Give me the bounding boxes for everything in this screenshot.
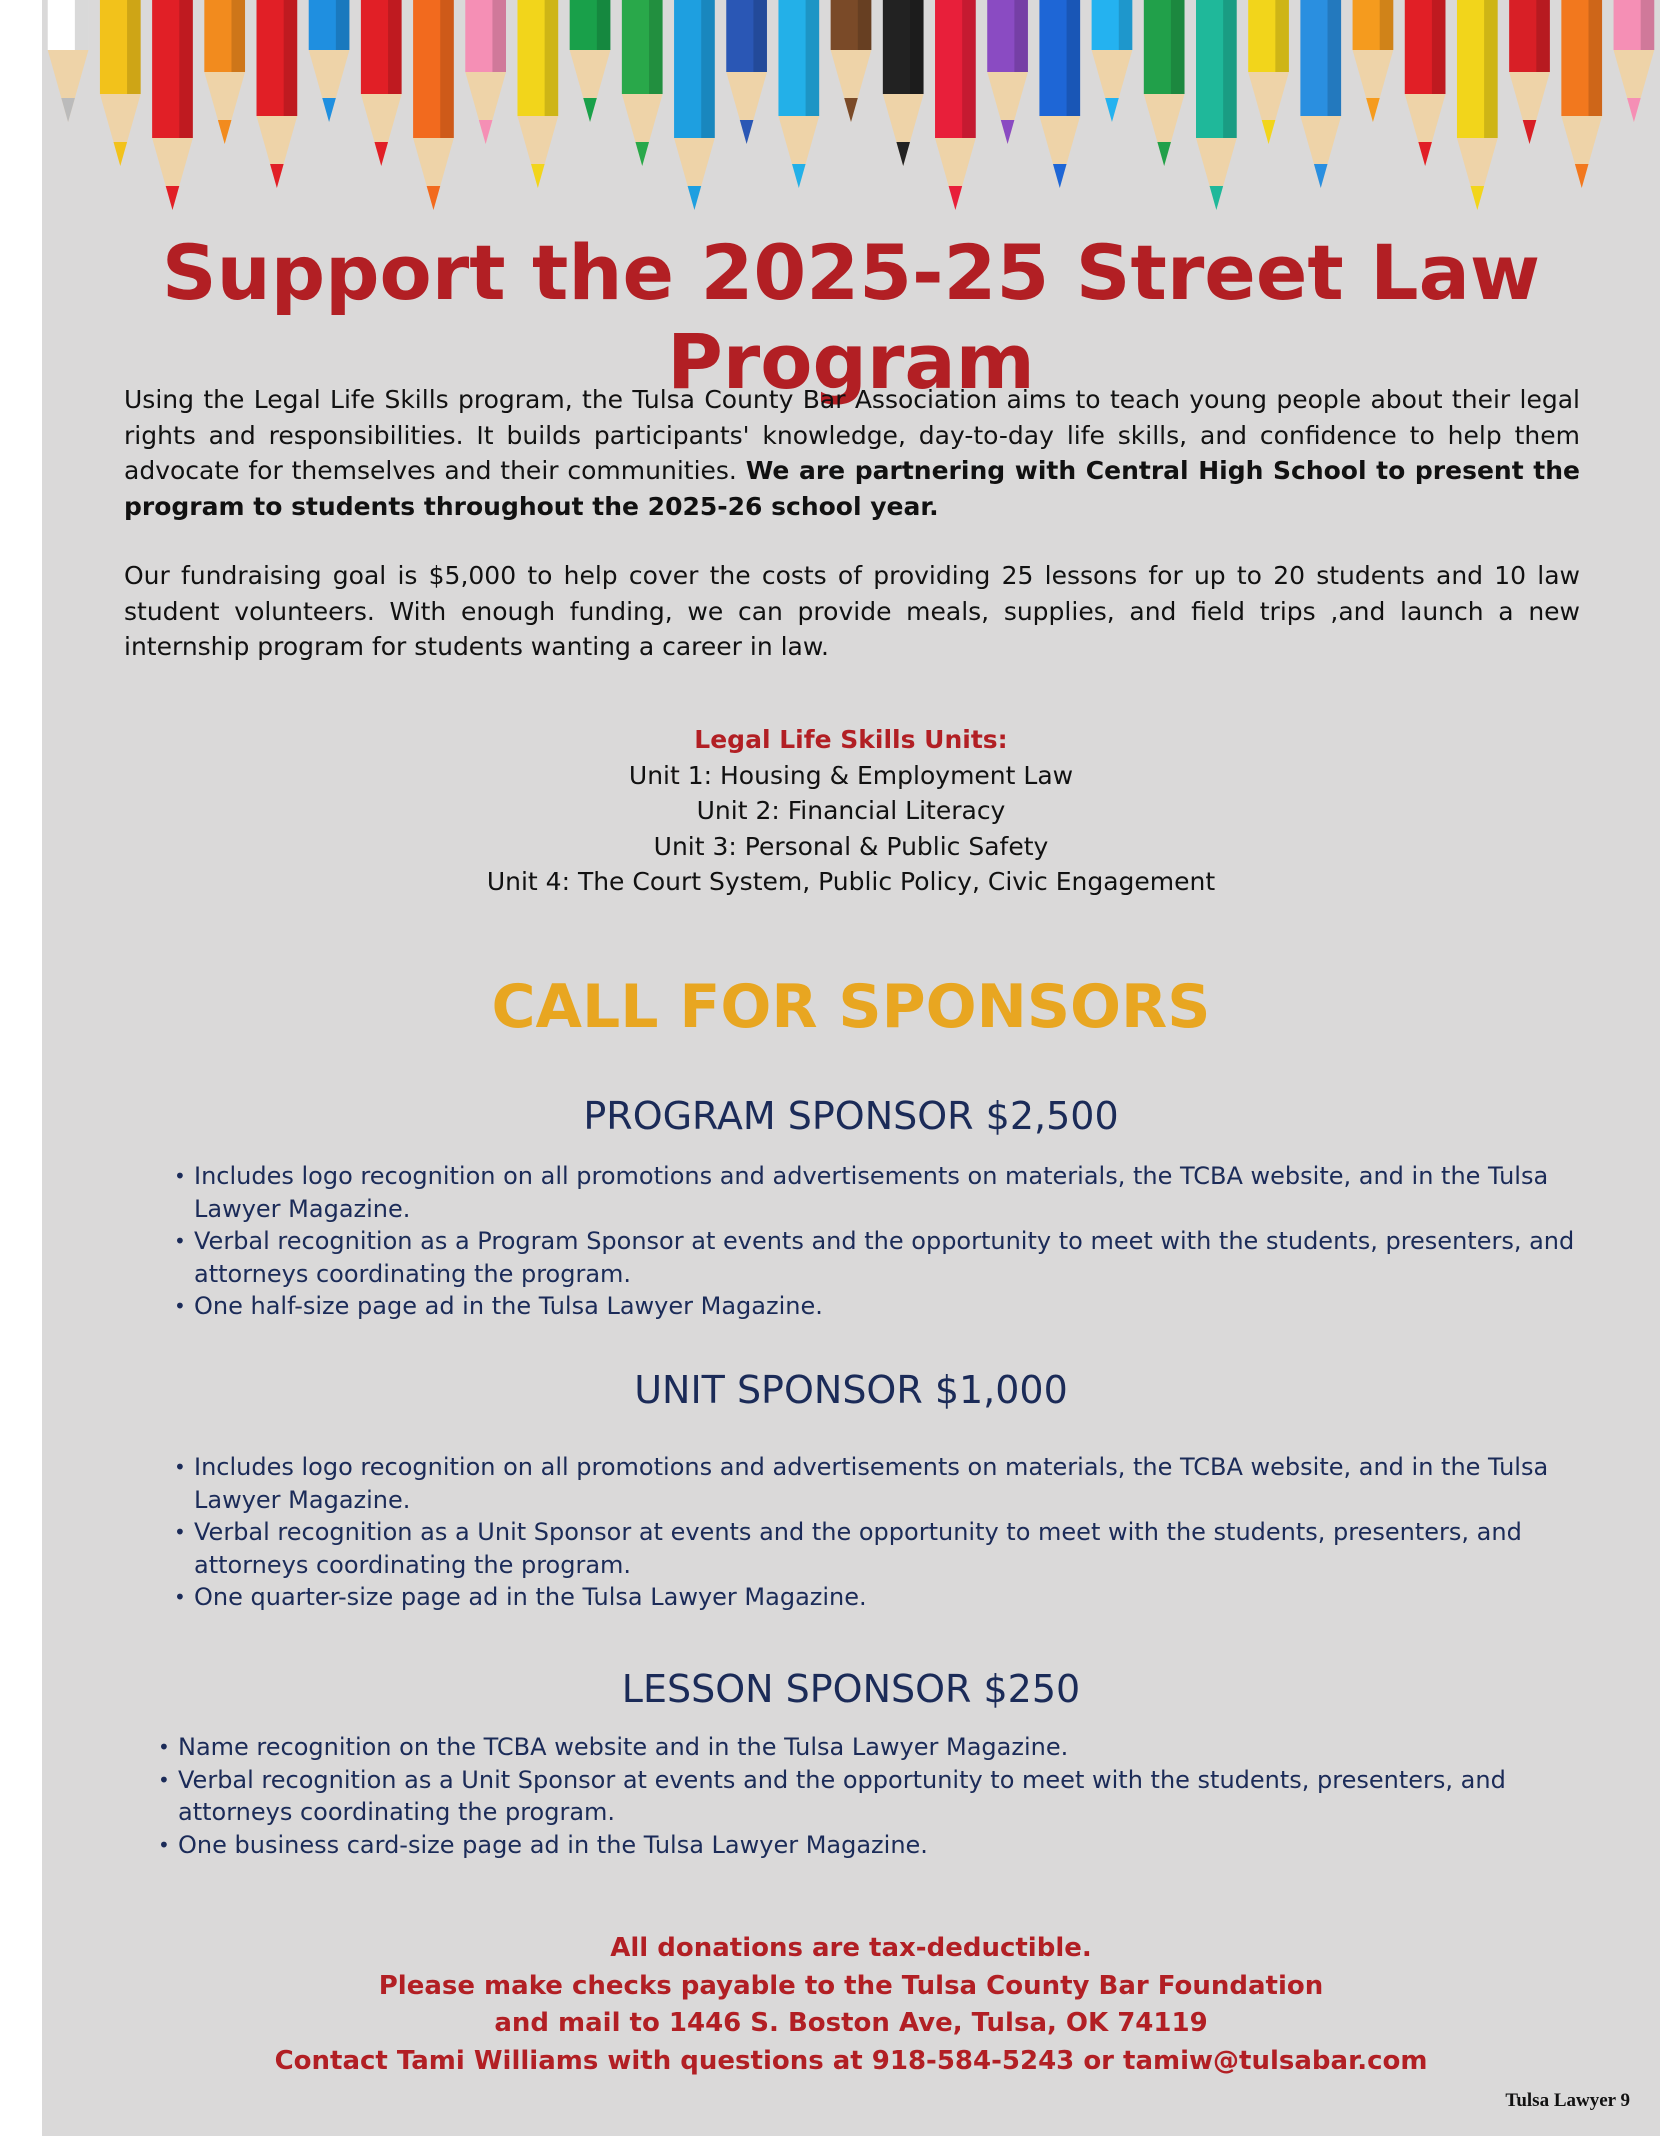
list-item-text: Verbal recognition as a Unit Sponsor at events and the opportunity to meet with the students, presenters, and attorneys coordinating the program. xyxy=(178,1765,1506,1826)
intro-paragraph-1-bold: We are partnering with Central High School to present the program to students throughout the 2025-26 school year. xyxy=(124,456,1580,521)
list-item xyxy=(174,1451,1594,1516)
pencil-icon xyxy=(1248,0,1289,144)
bullet: • xyxy=(158,1767,170,1792)
footer-line: and mail to 1446 S. Boston Ave, Tulsa, OK 74119 xyxy=(494,2008,1208,2038)
bullet: • xyxy=(174,1455,186,1479)
units-heading: Legal Life Skills Units: xyxy=(694,725,1008,754)
donation-footer xyxy=(42,1930,1660,2080)
pencil-icon xyxy=(987,0,1028,144)
units-list xyxy=(42,758,1660,900)
list-item xyxy=(174,1225,1594,1290)
pencil-icon xyxy=(883,0,924,166)
footer-line: All donations are tax-deductible. xyxy=(610,1933,1092,1963)
program-sponsor-list xyxy=(174,1160,1594,1323)
pencil-icon xyxy=(465,0,506,144)
pencil-icon xyxy=(726,0,767,144)
intro-paragraph-1 xyxy=(124,382,1580,524)
unit-sponsor-heading: UNIT SPONSOR $1,000 xyxy=(634,1368,1068,1412)
pencil-icon xyxy=(361,0,402,166)
unit-item: Unit 1: Housing & Employment Law xyxy=(628,760,1074,790)
pencil-icon xyxy=(48,0,89,122)
footer-contact-line: Contact Tami Williams with questions at 918-584-5243 or tamiw@tulsabar.com xyxy=(274,2045,1428,2076)
bullet: • xyxy=(174,1585,186,1609)
unit-item: Unit 3: Personal & Public Safety xyxy=(653,831,1049,861)
unit-item: Unit 2: Financial Literacy xyxy=(696,796,1006,825)
bullet: • xyxy=(174,1520,186,1544)
list-item xyxy=(174,1160,1594,1225)
pencil-icon xyxy=(1614,0,1655,122)
pencil-icon xyxy=(1300,0,1341,188)
pencil-icon xyxy=(1457,0,1498,210)
list-item-text: One half-size page ad in the Tulsa Lawyer Magazine. xyxy=(194,1292,823,1320)
bullet: • xyxy=(174,1294,186,1318)
pencil-icon xyxy=(1144,0,1185,166)
list-item xyxy=(174,1581,1594,1614)
list-item xyxy=(174,1516,1594,1581)
list-item-text: Verbal recognition as a Program Sponsor at events and the opportunity to meet with the students, presenters, and attorneys coordinating the program. xyxy=(194,1227,1575,1288)
bullet: • xyxy=(158,1832,170,1857)
page xyxy=(42,0,1660,2136)
bullet: • xyxy=(174,1229,186,1253)
units-section xyxy=(42,722,1660,900)
pencil-icon xyxy=(1509,0,1550,144)
pencil-icon xyxy=(257,0,298,188)
list-item-text: One quarter-size page ad in the Tulsa Lawyer Magazine. xyxy=(194,1583,867,1611)
bullet: • xyxy=(174,1164,186,1188)
pencil-icon xyxy=(1092,0,1133,122)
pencil-icon xyxy=(935,0,976,210)
program-sponsor-heading: PROGRAM SPONSOR $2,500 xyxy=(583,1094,1119,1138)
pencil-icon xyxy=(570,0,611,122)
list-item-text: Verbal recognition as a Unit Sponsor at events and the opportunity to meet with the students, presenters, and attorneys coordinating the program. xyxy=(194,1518,1522,1579)
pencil-icon xyxy=(674,0,715,210)
pencil-icon xyxy=(309,0,350,122)
pencil-icon xyxy=(1039,0,1080,188)
list-item xyxy=(158,1764,1598,1829)
list-item xyxy=(158,1829,1598,1862)
pencil-icon xyxy=(204,0,245,144)
call-for-sponsors-heading: CALL FOR SPONSORS xyxy=(491,972,1211,1042)
lesson-sponsor-list xyxy=(158,1731,1598,1861)
pencil-icon xyxy=(1405,0,1446,166)
pencil-icon xyxy=(1196,0,1237,210)
pencil-icon xyxy=(622,0,663,166)
unit-sponsor-list xyxy=(174,1451,1594,1614)
lesson-sponsor-heading: LESSON SPONSOR $250 xyxy=(621,1667,1081,1711)
pencil-icon xyxy=(100,0,141,166)
pencil-icon xyxy=(778,0,819,188)
list-item-text: Includes logo recognition on all promotions and advertisements on materials, the TCBA website, and in the Tulsa Lawyer Magazine. xyxy=(194,1453,1549,1514)
list-item-text: Includes logo recognition on all promotions and advertisements on materials, the TCBA website, and in the Tulsa Lawyer Magazine. xyxy=(194,1162,1549,1223)
colored-pencils-banner xyxy=(42,0,1660,225)
list-item xyxy=(158,1731,1598,1764)
page-number: Tulsa Lawyer 9 xyxy=(1505,2090,1630,2111)
bullet: • xyxy=(158,1735,170,1759)
unit-item: Unit 4: The Court System, Public Policy, Civic Engagement xyxy=(486,867,1216,896)
intro-paragraph-2: Our fundraising goal is $5,000 to help cover the costs of providing 25 lessons for up to 20 students and 10 law student volunteers. With enough funding, we can provide meals, supplies, and field trips ,and launch a new internship program for students wanting a career in law. xyxy=(124,561,1580,661)
list-item xyxy=(174,1290,1594,1323)
pencil-icon xyxy=(152,0,193,210)
pencil-icon xyxy=(517,0,558,188)
pencil-icon xyxy=(1561,0,1602,188)
footer-line: Please make checks payable to the Tulsa County Bar Foundation xyxy=(378,1970,1324,2001)
intro-paragraph-1-text: Using the Legal Life Skills program, the Tulsa County Bar Association aims to teach young people about their legal rights and responsibilities. It builds participants' knowledge, day-to-day life skills, and confidence to help them advocate for themselves and their communities. xyxy=(124,385,1580,485)
pencil-icon xyxy=(1353,0,1394,122)
pencil-icon xyxy=(831,0,872,122)
list-item-text: One business card-size page ad in the Tulsa Lawyer Magazine. xyxy=(178,1830,928,1859)
list-item-text: Name recognition on the TCBA website and in the Tulsa Lawyer Magazine. xyxy=(178,1733,1069,1761)
pencil-icon xyxy=(413,0,454,210)
page-title: Support the 2025-25 Street Law Program xyxy=(161,228,1541,406)
